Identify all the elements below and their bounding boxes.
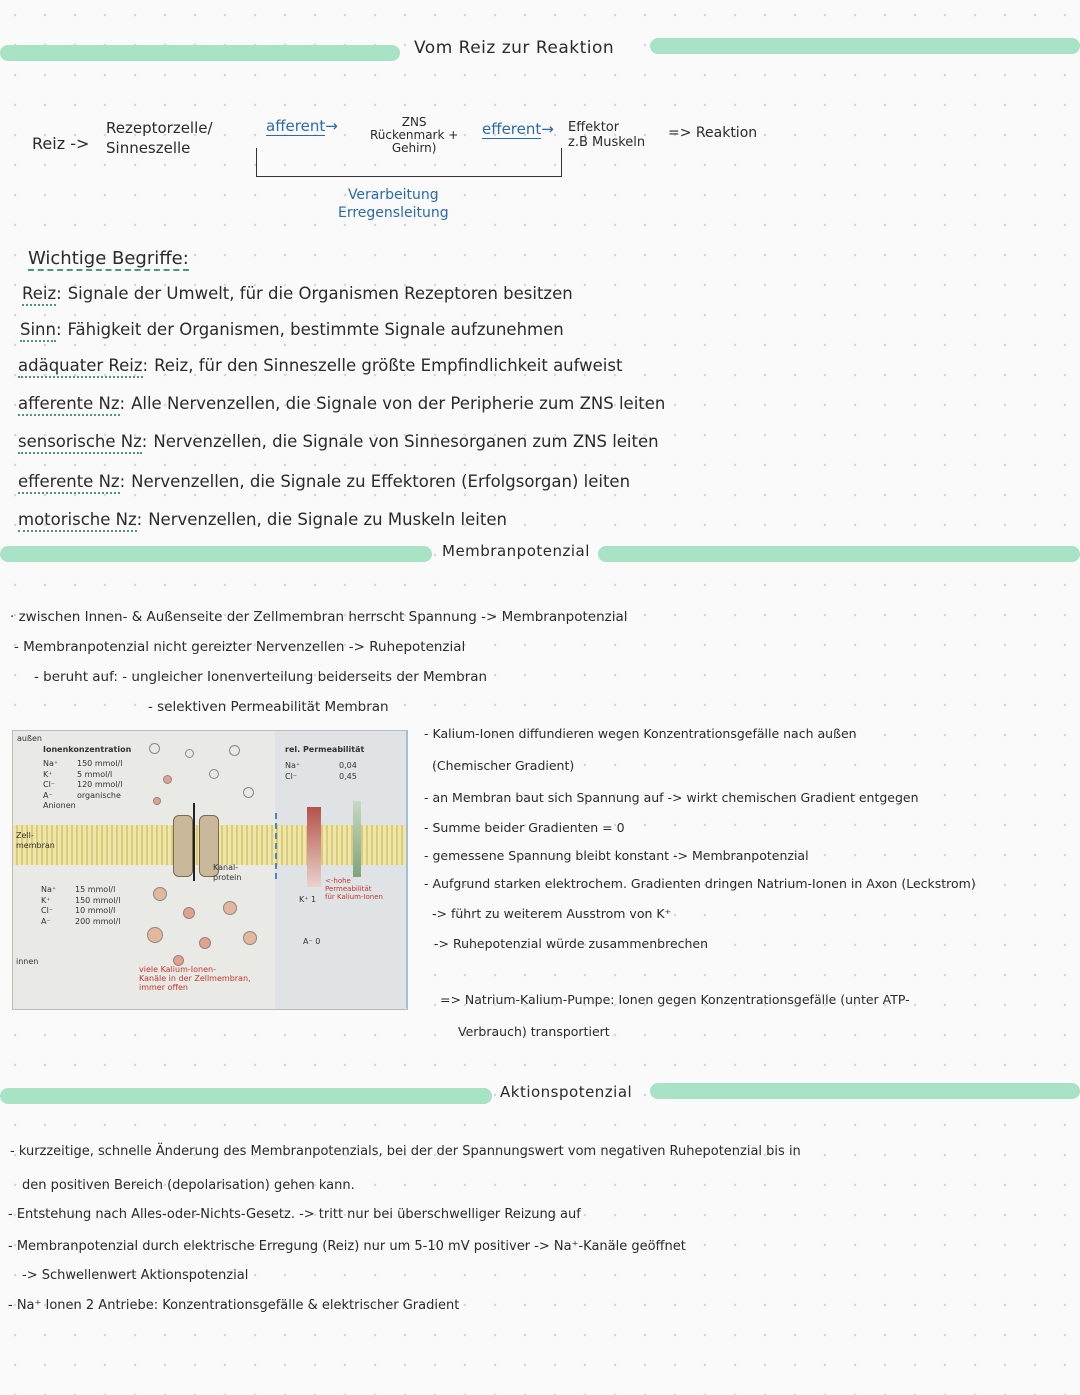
ion-particle bbox=[147, 927, 163, 943]
ion-particle bbox=[153, 797, 161, 805]
channel-arrow bbox=[193, 803, 195, 881]
channel-label: Kanal- protein bbox=[213, 863, 242, 882]
ion-particle bbox=[183, 907, 195, 919]
membran-line-2: - Membranpotenzial nicht gereizter Nervenzellen -> Ruhepotenzial bbox=[14, 639, 466, 655]
membran-note: - Kalium-Ionen diffundieren wegen Konzentrationsgefälle nach außen bbox=[424, 726, 857, 741]
inside-ions: Na⁺ 15 mmol/l K⁺ 150 mmol/l Cl⁻ 10 mmol/l A⁻ 200 mmol/l bbox=[41, 885, 121, 926]
heading-bar-right bbox=[598, 546, 1080, 562]
membran-line-3: - beruht auf: - ungleicher Ionenverteilung beiderseits der Membran bbox=[34, 669, 488, 685]
aktion-line-3: - Entstehung nach Alles-oder-Nichts-Gesetz. -> tritt nur bei überschwelliger Reizung auf bbox=[8, 1207, 581, 1222]
membran-note: - gemessene Spannung bleibt konstant -> Membranpotenzial bbox=[424, 848, 809, 863]
flow-rezeptorzelle: Rezeptorzelle/ Sinneszelle bbox=[106, 119, 213, 157]
flow-zns: ZNS Rückenmark + Gehirn) bbox=[370, 115, 459, 155]
begriff-term: efferente Nz bbox=[18, 472, 120, 494]
begriff-definition: Fähigkeit der Organismen, bestimmte Signale aufzunehmen bbox=[67, 320, 564, 339]
membran-note: - an Membran baut sich Spannung auf -> wirkt chemischen Gradient entgegen bbox=[424, 790, 919, 805]
begriff-definition: Nervenzellen, die Signale zu Effektoren (Erfolgsorgan) leiten bbox=[131, 472, 631, 491]
ion-particle bbox=[185, 749, 194, 758]
membran-note: -> Ruhepotenzial würde zusammenbrechen bbox=[434, 936, 709, 951]
outside-label: außen bbox=[17, 734, 43, 743]
begriff-item bbox=[22, 284, 573, 303]
aktion-line-5: -> Schwellenwert Aktionspotenzial bbox=[22, 1268, 249, 1283]
conc-title: Ionenkonzentration bbox=[43, 745, 132, 754]
begriffe-title: Wichtige Begriffe: bbox=[28, 248, 189, 269]
flow-reiz: Reiz -> bbox=[32, 134, 90, 153]
membran-note: - Aufgrund starken elektrochem. Gradienten dringen Natrium-Ionen in Axon (Leckstrom) bbox=[424, 876, 976, 891]
begriff-separator: : bbox=[119, 472, 126, 491]
ion-particle bbox=[229, 745, 240, 756]
channel-protein bbox=[173, 815, 193, 877]
ion-particle bbox=[209, 769, 219, 779]
ion-particle bbox=[199, 937, 211, 949]
perm-title: rel. Permeabilität bbox=[285, 745, 365, 754]
begriff-term: adäquater Reiz bbox=[18, 356, 143, 378]
heading-bar-left bbox=[0, 45, 400, 61]
ion-particle bbox=[243, 787, 254, 798]
begriff-separator: : bbox=[141, 432, 148, 451]
begriff-item bbox=[20, 320, 564, 339]
heading-bar-left bbox=[0, 1088, 492, 1104]
begriff-item bbox=[18, 432, 659, 451]
membran-note: -> führt zu weiterem Ausstrom von K⁺ bbox=[432, 906, 672, 921]
begriff-term: sensorische Nz bbox=[18, 432, 142, 454]
aktion-line-6: - Na⁺ Ionen 2 Antriebe: Konzentrationsgefälle & elektrischer Gradient bbox=[8, 1298, 460, 1313]
figure-grid-edge bbox=[406, 730, 408, 1008]
ion-particle bbox=[153, 887, 167, 901]
begriff-item bbox=[18, 356, 622, 375]
aktion-line-1: - kurzzeitige, schnelle Änderung des Membranpotenzials, bei der der Spannungswert vom negativen Ruhepotenzial bis in bbox=[10, 1144, 801, 1159]
flow-afferent: afferent→ bbox=[266, 117, 338, 135]
begriff-separator: : bbox=[56, 284, 62, 303]
cl-arrow bbox=[353, 801, 361, 877]
heading-bar-right bbox=[650, 1083, 1080, 1099]
perm-values: Na⁺ 0,04 Cl⁻ 0,45 bbox=[285, 761, 357, 781]
heading-bar-right bbox=[650, 38, 1080, 54]
ion-particle bbox=[223, 901, 237, 915]
membran-note: (Chemischer Gradient) bbox=[432, 758, 575, 773]
begriff-separator: : bbox=[119, 394, 126, 413]
begriff-term: Sinn bbox=[20, 320, 56, 342]
section-heading-aktionspotenzial: Aktionspotenzial bbox=[496, 1083, 636, 1101]
begriff-term: afferente Nz bbox=[18, 394, 120, 416]
begriff-separator: : bbox=[142, 356, 149, 375]
begriff-item bbox=[18, 510, 507, 529]
flow-verarbeitung: Verarbeitung Erregensleitung bbox=[338, 187, 449, 221]
begriff-definition: Alle Nervenzellen, die Signale von der Peripherie zum ZNS leiten bbox=[131, 394, 666, 413]
handnote-perm: <-hohe Permeabilität für Kalium-Ionen bbox=[325, 877, 383, 901]
begriff-definition: Nervenzellen, die Signale von Sinnesorganen zum ZNS leiten bbox=[153, 432, 659, 451]
begriff-term: Reiz bbox=[22, 284, 56, 306]
k-arrow bbox=[307, 807, 321, 887]
ion-particle bbox=[149, 743, 160, 754]
begriff-item bbox=[18, 394, 665, 413]
begriff-definition: Reiz, für den Sinneszelle größte Empfindlichkeit aufweist bbox=[154, 356, 623, 375]
k-perm-label: K⁺ 1 bbox=[299, 895, 317, 904]
membran-line-4: - selektiven Permeabilität Membran bbox=[148, 699, 389, 715]
a-perm-label: A⁻ 0 bbox=[303, 937, 321, 946]
section-heading-reiz-reaktion: Vom Reiz zur Reaktion bbox=[410, 38, 618, 58]
begriff-item bbox=[18, 472, 630, 491]
begriff-separator: : bbox=[55, 320, 62, 339]
inside-label: innen bbox=[16, 957, 39, 966]
aktion-line-2: den positiven Bereich (depolarisation) gehen kann. bbox=[22, 1178, 355, 1193]
begriff-definition: Signale der Umwelt, für die Organismen Rezeptoren besitzen bbox=[67, 284, 573, 303]
flow-efferent: efferent→ bbox=[482, 120, 554, 138]
ion-particle bbox=[163, 775, 172, 784]
aktion-line-4: - Membranpotenzial durch elektrische Erregung (Reiz) nur um 5-10 mV positiver -> Na⁺-Kanäle geöffnet bbox=[8, 1239, 686, 1254]
na-arrow bbox=[275, 813, 277, 879]
flow-bracket bbox=[256, 148, 562, 177]
begriff-definition: Nervenzellen, die Signale zu Muskeln leiten bbox=[148, 510, 507, 529]
outside-ions: Na⁺ 150 mmol/l K⁺ 5 mmol/l Cl⁻ 120 mmol/l A⁻ organische Anionen bbox=[43, 759, 123, 810]
section-heading-membranpotenzial: Membranpotenzial bbox=[438, 542, 594, 560]
heading-bar-left bbox=[0, 546, 432, 562]
begriff-term: motorische Nz bbox=[18, 510, 137, 532]
membrane-figure bbox=[12, 730, 408, 1010]
begriff-separator: : bbox=[136, 510, 143, 529]
membran-note: Verbrauch) transportiert bbox=[458, 1024, 610, 1039]
membran-note: - Summe beider Gradienten = 0 bbox=[424, 820, 625, 835]
membrane-label: Zell- membran bbox=[16, 831, 55, 850]
flow-reaktion: => Reaktion bbox=[668, 125, 758, 141]
membran-line-1: · zwischen Innen- & Außenseite der Zellmembran herrscht Spannung -> Membranpotenzial bbox=[10, 609, 628, 625]
handnote-channels: viele Kalium-Ionen- Kanäle in der Zellmembran, immer offen bbox=[139, 965, 251, 992]
ion-particle bbox=[243, 931, 257, 945]
flow-effektor: Effektor z.B Muskeln bbox=[568, 120, 646, 150]
membran-note: => Natrium-Kalium-Pumpe: Ionen gegen Konzentrationsgefälle (unter ATP- bbox=[440, 992, 910, 1007]
